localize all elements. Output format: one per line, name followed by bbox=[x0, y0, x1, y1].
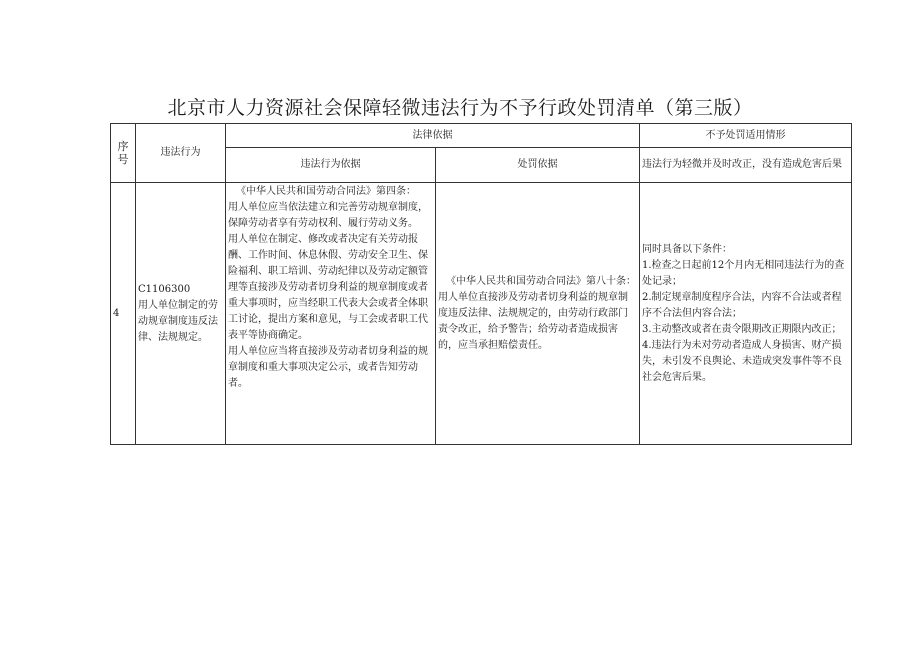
penalty-basis-cell bbox=[436, 183, 640, 445]
violation-basis-line: 用人单位应当依法建立和完善劳动规章制度，保障劳动者享有劳动权利、履行劳动义务。 bbox=[228, 202, 428, 229]
header-penalty-basis: 处罚依据 bbox=[436, 148, 640, 183]
violation-behavior: 用人单位制定的劳动规章制度违反法律、法规规定。 bbox=[138, 299, 218, 343]
header-behavior: 违法行为 bbox=[136, 124, 226, 183]
condition-line: 4.违法行为未对劳动者造成人身损害、财产损失，未引发不良舆论、未造成突发事件等不良社会危害后果。 bbox=[642, 339, 842, 383]
table-row bbox=[111, 183, 852, 445]
header-index: 序号 bbox=[111, 124, 136, 183]
condition-line: 同时具备以下条件： bbox=[642, 243, 732, 255]
header-violation-basis: 违法行为依据 bbox=[226, 148, 436, 183]
violation-basis-line: 用人单位应当将直接涉及劳动者切身利益的规章制度和重大事项决定公示，或者告知劳动者。 bbox=[228, 346, 428, 389]
page-title: 北京市人力资源社会保障轻微违法行为不予行政处罚清单（第三版） bbox=[167, 97, 753, 119]
violation-basis-line: 用人单位在制定、修改或者决定有关劳动报酬、工作时间、休息休假、劳动安全卫生、保险福利、职工培训、劳动纪律以及劳动定额管理等直接涉及劳动者切身利益的规章制度或者重大事项时，应当经职工代表大会或者全体职工讨论，提出方案和意见，与工会或者职工代表平等协商确定。 bbox=[228, 234, 428, 341]
penalty-basis-line: 用人单位直接涉及劳动者切身利益的规章制度违反法律、法规规定的，由劳动行政部门责令改正，给予警告；给劳动者造成损害的，应当承担赔偿责任。 bbox=[438, 291, 628, 351]
header-legal-basis: 法律依据 bbox=[226, 124, 640, 148]
violation-basis-line: 《中华人民共和国劳动合同法》第四条： bbox=[236, 186, 416, 197]
violation-code: C1106300 bbox=[138, 283, 191, 295]
behavior-cell bbox=[136, 183, 226, 445]
penalty-basis-line: 《中华人民共和国劳动合同法》第八十条： bbox=[446, 275, 636, 287]
penalty-list-table bbox=[110, 123, 852, 445]
conditions-cell bbox=[640, 183, 852, 445]
violation-basis-cell bbox=[226, 183, 436, 445]
header-exemption: 不予处罚适用情形 bbox=[640, 124, 852, 148]
condition-line: 2.制定规章制度程序合法，内容不合法或者程序不合法但内容合法； bbox=[642, 291, 842, 319]
header-exemption-condition: 违法行为轻微并及时改正，没有造成危害后果 bbox=[640, 148, 852, 183]
condition-line: 3.主动整改或者在责令限期改正期限内改正； bbox=[642, 323, 842, 335]
row-index: 4 bbox=[111, 183, 136, 445]
condition-line: 1.检查之日起前12个月内无相同违法行为的查处记录； bbox=[642, 259, 845, 287]
